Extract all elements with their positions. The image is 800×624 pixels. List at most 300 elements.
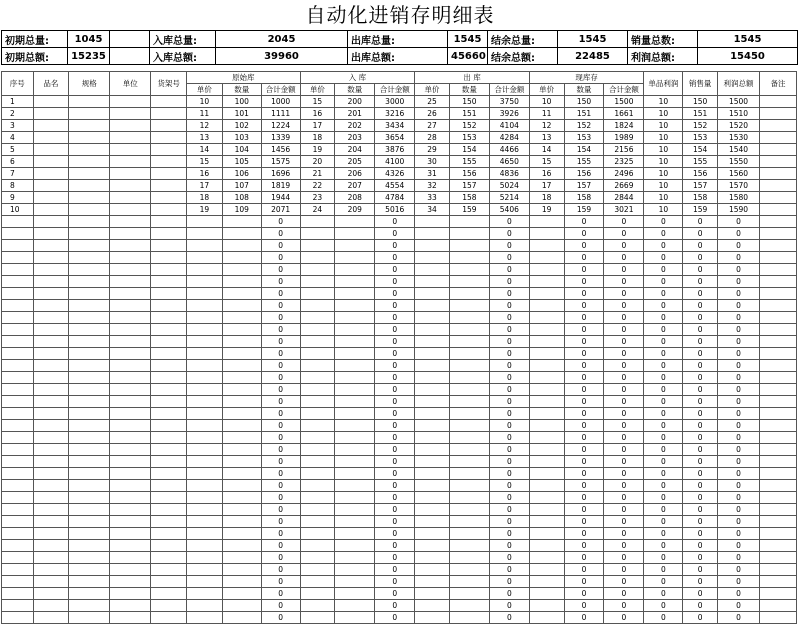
sub-amount: 合计金额 — [261, 84, 300, 96]
table-cell: 0 — [375, 312, 415, 324]
table-cell — [187, 492, 223, 504]
table-cell — [110, 264, 151, 276]
table-cell — [151, 564, 187, 576]
table-cell: 1560 — [718, 168, 760, 180]
table-cell: 0 — [489, 228, 529, 240]
table-cell: 0 — [489, 516, 529, 528]
col-seq: 序号 — [2, 72, 34, 96]
col-sales-qty: 销售量 — [683, 72, 718, 96]
table-cell: 11 — [529, 108, 564, 120]
table-cell — [110, 396, 151, 408]
table-cell: 0 — [489, 384, 529, 396]
table-cell — [151, 216, 187, 228]
table-cell: 0 — [718, 468, 760, 480]
table-cell — [300, 240, 335, 252]
table-row — [2, 168, 797, 180]
table-cell — [110, 504, 151, 516]
table-cell — [151, 192, 187, 204]
table-cell: 0 — [564, 252, 604, 264]
table-cell — [151, 288, 187, 300]
table-cell: 3926 — [489, 108, 529, 120]
table-cell: 0 — [718, 540, 760, 552]
table-cell — [33, 240, 69, 252]
table-cell — [2, 552, 34, 564]
table-cell: 152 — [683, 120, 718, 132]
table-cell: 0 — [683, 432, 718, 444]
table-cell — [529, 312, 564, 324]
table-cell — [415, 444, 450, 456]
table-cell — [300, 264, 335, 276]
table-cell: 0 — [644, 516, 683, 528]
table-cell — [300, 420, 335, 432]
table-cell — [449, 588, 489, 600]
table-cell: 0 — [261, 324, 300, 336]
table-cell — [529, 216, 564, 228]
table-cell: 0 — [489, 312, 529, 324]
table-cell — [300, 336, 335, 348]
table-cell: 0 — [261, 432, 300, 444]
table-cell: 0 — [644, 216, 683, 228]
table-cell — [300, 480, 335, 492]
table-cell: 0 — [375, 576, 415, 588]
table-cell — [151, 468, 187, 480]
table-cell: 107 — [222, 180, 261, 192]
table-cell — [69, 252, 110, 264]
table-cell — [33, 432, 69, 444]
table-cell — [69, 456, 110, 468]
inventory-table — [1, 71, 797, 624]
table-cell — [151, 456, 187, 468]
table-cell: 202 — [335, 120, 375, 132]
sub-qty: 数量 — [564, 84, 604, 96]
table-cell: 153 — [449, 132, 489, 144]
table-row — [2, 156, 797, 168]
table-cell: 16 — [529, 168, 564, 180]
table-cell: 19 — [529, 204, 564, 216]
table-cell: 0 — [604, 492, 644, 504]
table-row — [2, 312, 797, 324]
table-cell — [110, 360, 151, 372]
table-row — [2, 300, 797, 312]
table-row — [2, 264, 797, 276]
table-cell: 0 — [375, 372, 415, 384]
group-stock-out: 出 库 — [415, 72, 530, 84]
table-cell — [151, 384, 187, 396]
table-cell — [110, 324, 151, 336]
table-cell — [760, 528, 797, 540]
col-spec: 规格 — [69, 72, 110, 96]
table-cell — [529, 588, 564, 600]
table-cell — [760, 288, 797, 300]
table-cell: 21 — [300, 168, 335, 180]
table-cell — [2, 360, 34, 372]
table-cell — [335, 504, 375, 516]
table-cell — [529, 372, 564, 384]
table-cell: 0 — [604, 360, 644, 372]
table-cell: 0 — [644, 288, 683, 300]
table-cell — [110, 96, 151, 108]
table-cell: 0 — [564, 540, 604, 552]
table-cell — [187, 396, 223, 408]
table-cell — [760, 384, 797, 396]
table-cell: 155 — [449, 156, 489, 168]
table-cell: 1570 — [718, 180, 760, 192]
table-cell — [300, 600, 335, 612]
table-cell: 0 — [718, 492, 760, 504]
table-cell — [2, 408, 34, 420]
col-shelf: 货架号 — [151, 72, 187, 96]
table-cell — [110, 216, 151, 228]
table-cell: 5214 — [489, 192, 529, 204]
table-cell: 156 — [449, 168, 489, 180]
table-cell: 0 — [683, 588, 718, 600]
table-cell: 0 — [261, 348, 300, 360]
table-cell: 0 — [489, 288, 529, 300]
summary-row — [2, 31, 798, 48]
table-cell — [2, 312, 34, 324]
table-cell: 0 — [644, 264, 683, 276]
table-cell — [33, 156, 69, 168]
table-cell — [335, 576, 375, 588]
table-cell — [760, 348, 797, 360]
table-cell: 201 — [335, 108, 375, 120]
summary-blank-cell — [110, 31, 150, 48]
table-cell — [69, 528, 110, 540]
table-cell — [187, 288, 223, 300]
table-cell — [300, 588, 335, 600]
table-cell: 0 — [564, 240, 604, 252]
table-row — [2, 252, 797, 264]
table-cell — [449, 516, 489, 528]
sub-price: 单价 — [300, 84, 335, 96]
table-cell: 1339 — [261, 132, 300, 144]
table-cell: 0 — [718, 252, 760, 264]
table-cell — [449, 288, 489, 300]
summary-value: 22485 — [558, 48, 628, 65]
table-cell — [33, 468, 69, 480]
table-cell — [151, 528, 187, 540]
table-cell — [222, 408, 261, 420]
table-cell — [760, 156, 797, 168]
table-cell — [33, 276, 69, 288]
table-cell — [415, 312, 450, 324]
table-cell: 0 — [718, 336, 760, 348]
table-cell — [760, 240, 797, 252]
table-cell — [110, 480, 151, 492]
table-cell — [415, 276, 450, 288]
table-cell: 29 — [415, 144, 450, 156]
table-cell: 159 — [449, 204, 489, 216]
table-cell — [2, 264, 34, 276]
table-cell — [760, 300, 797, 312]
table-cell: 0 — [644, 444, 683, 456]
table-cell: 0 — [261, 504, 300, 516]
table-cell: 4104 — [489, 120, 529, 132]
table-cell — [151, 144, 187, 156]
table-cell: 155 — [683, 156, 718, 168]
summary-label: 销量总数: — [628, 31, 698, 48]
table-cell — [415, 576, 450, 588]
table-cell: 0 — [489, 468, 529, 480]
table-cell: 0 — [564, 480, 604, 492]
table-cell: 0 — [489, 372, 529, 384]
table-cell — [110, 120, 151, 132]
table-cell: 0 — [564, 492, 604, 504]
table-cell — [415, 360, 450, 372]
table-cell: 1580 — [718, 192, 760, 204]
page-title: 自动化进销存明细表 — [305, 3, 495, 27]
table-cell: 0 — [683, 348, 718, 360]
table-cell: 1696 — [261, 168, 300, 180]
table-cell: 0 — [644, 612, 683, 624]
table-cell — [529, 360, 564, 372]
table-cell: 0 — [375, 588, 415, 600]
table-cell — [2, 468, 34, 480]
table-cell — [187, 480, 223, 492]
table-cell — [449, 408, 489, 420]
summary-value: 2045 — [216, 31, 348, 48]
table-cell: 0 — [564, 588, 604, 600]
table-cell: 0 — [564, 576, 604, 588]
table-cell — [529, 504, 564, 516]
table-cell — [529, 240, 564, 252]
table-cell: 32 — [415, 180, 450, 192]
sub-amount: 合计金额 — [604, 84, 644, 96]
table-cell — [222, 264, 261, 276]
table-cell: 0 — [718, 408, 760, 420]
table-cell — [300, 444, 335, 456]
table-cell — [151, 204, 187, 216]
table-cell — [110, 132, 151, 144]
summary-blank-cell — [110, 48, 150, 65]
table-cell: 16 — [187, 168, 223, 180]
table-cell — [335, 264, 375, 276]
table-cell — [760, 432, 797, 444]
table-cell: 0 — [261, 564, 300, 576]
table-cell — [33, 108, 69, 120]
table-cell — [222, 540, 261, 552]
table-cell: 1824 — [604, 120, 644, 132]
table-cell — [760, 420, 797, 432]
table-cell: 12 — [529, 120, 564, 132]
table-cell — [33, 444, 69, 456]
table-cell: 159 — [564, 204, 604, 216]
table-cell — [151, 552, 187, 564]
table-cell: 0 — [261, 492, 300, 504]
table-cell — [300, 408, 335, 420]
table-cell: 151 — [564, 108, 604, 120]
table-cell — [760, 480, 797, 492]
table-cell: 0 — [375, 228, 415, 240]
table-cell — [529, 324, 564, 336]
table-row — [2, 132, 797, 144]
table-cell: 9 — [2, 192, 34, 204]
table-cell — [33, 312, 69, 324]
table-cell: 0 — [564, 444, 604, 456]
table-cell: 0 — [718, 564, 760, 576]
table-cell — [69, 96, 110, 108]
table-cell: 3 — [2, 120, 34, 132]
table-cell: 157 — [564, 180, 604, 192]
table-cell — [300, 384, 335, 396]
table-cell: 0 — [375, 324, 415, 336]
table-cell — [151, 120, 187, 132]
table-cell: 2071 — [261, 204, 300, 216]
table-cell: 151 — [449, 108, 489, 120]
table-cell — [151, 240, 187, 252]
table-cell — [33, 540, 69, 552]
table-cell — [529, 264, 564, 276]
table-cell — [760, 108, 797, 120]
table-row — [2, 360, 797, 372]
table-cell — [110, 528, 151, 540]
table-cell: 0 — [644, 336, 683, 348]
table-cell — [760, 492, 797, 504]
table-cell — [222, 336, 261, 348]
table-cell: 0 — [489, 588, 529, 600]
table-cell: 0 — [489, 276, 529, 288]
table-cell: 0 — [375, 276, 415, 288]
table-cell: 22 — [300, 180, 335, 192]
table-cell: 0 — [604, 432, 644, 444]
table-cell: 0 — [644, 492, 683, 504]
table-cell — [69, 384, 110, 396]
table-cell: 5024 — [489, 180, 529, 192]
table-row — [2, 144, 797, 156]
table-cell — [2, 396, 34, 408]
table-cell: 157 — [449, 180, 489, 192]
table-cell — [415, 336, 450, 348]
table-cell — [529, 444, 564, 456]
table-cell — [529, 540, 564, 552]
table-cell — [110, 444, 151, 456]
table-cell: 0 — [564, 552, 604, 564]
table-cell: 0 — [604, 456, 644, 468]
table-cell: 0 — [489, 360, 529, 372]
table-cell — [760, 204, 797, 216]
table-cell: 0 — [375, 444, 415, 456]
table-cell: 16 — [300, 108, 335, 120]
table-cell — [69, 276, 110, 288]
table-cell: 1111 — [261, 108, 300, 120]
table-cell — [222, 480, 261, 492]
table-cell: 1224 — [261, 120, 300, 132]
table-cell — [335, 540, 375, 552]
table-cell — [69, 120, 110, 132]
table-cell — [415, 504, 450, 516]
table-cell — [529, 228, 564, 240]
table-cell — [2, 588, 34, 600]
table-cell: 0 — [644, 252, 683, 264]
table-cell — [335, 360, 375, 372]
table-cell — [529, 384, 564, 396]
table-cell: 0 — [489, 480, 529, 492]
table-cell: 0 — [375, 408, 415, 420]
col-name: 品名 — [33, 72, 69, 96]
table-cell: 0 — [644, 312, 683, 324]
table-cell: 1520 — [718, 120, 760, 132]
table-cell — [222, 216, 261, 228]
table-cell — [529, 456, 564, 468]
table-cell — [300, 492, 335, 504]
table-cell — [300, 576, 335, 588]
table-cell — [33, 516, 69, 528]
table-cell — [187, 240, 223, 252]
table-cell: 31 — [415, 168, 450, 180]
table-cell: 0 — [375, 360, 415, 372]
table-cell: 0 — [375, 252, 415, 264]
table-cell — [415, 468, 450, 480]
table-cell: 0 — [604, 264, 644, 276]
table-cell: 1456 — [261, 144, 300, 156]
table-row — [2, 336, 797, 348]
table-cell — [222, 444, 261, 456]
table-row — [2, 504, 797, 516]
table-cell — [110, 516, 151, 528]
table-cell — [529, 336, 564, 348]
table-cell — [529, 252, 564, 264]
table-cell — [529, 300, 564, 312]
table-cell — [222, 324, 261, 336]
table-cell: 0 — [604, 384, 644, 396]
table-cell: 10 — [2, 204, 34, 216]
table-cell — [415, 564, 450, 576]
table-cell — [69, 480, 110, 492]
table-cell: 0 — [718, 228, 760, 240]
table-cell: 0 — [683, 240, 718, 252]
table-cell — [69, 324, 110, 336]
table-cell: 150 — [564, 96, 604, 108]
table-cell — [33, 180, 69, 192]
table-cell — [529, 600, 564, 612]
table-cell: 3434 — [375, 120, 415, 132]
table-cell: 0 — [261, 444, 300, 456]
table-cell — [151, 300, 187, 312]
table-cell — [2, 240, 34, 252]
table-cell — [449, 276, 489, 288]
table-cell: 0 — [683, 468, 718, 480]
table-cell — [2, 324, 34, 336]
table-cell — [2, 528, 34, 540]
table-cell — [187, 372, 223, 384]
table-cell — [110, 168, 151, 180]
sub-price: 单价 — [187, 84, 223, 96]
table-cell — [2, 252, 34, 264]
table-cell — [69, 552, 110, 564]
table-cell: 0 — [489, 420, 529, 432]
table-cell: 2 — [2, 108, 34, 120]
table-cell — [335, 348, 375, 360]
table-cell: 34 — [415, 204, 450, 216]
table-cell: 0 — [489, 216, 529, 228]
table-cell — [415, 588, 450, 600]
table-cell — [222, 576, 261, 588]
table-cell — [2, 504, 34, 516]
table-cell: 27 — [415, 120, 450, 132]
table-cell: 1530 — [718, 132, 760, 144]
table-cell: 108 — [222, 192, 261, 204]
table-cell: 0 — [718, 480, 760, 492]
table-cell — [760, 600, 797, 612]
table-cell — [33, 96, 69, 108]
table-cell — [187, 600, 223, 612]
table-cell: 0 — [261, 372, 300, 384]
table-cell — [69, 132, 110, 144]
table-cell — [2, 576, 34, 588]
table-cell — [69, 564, 110, 576]
table-cell: 19 — [187, 204, 223, 216]
table-cell — [222, 360, 261, 372]
